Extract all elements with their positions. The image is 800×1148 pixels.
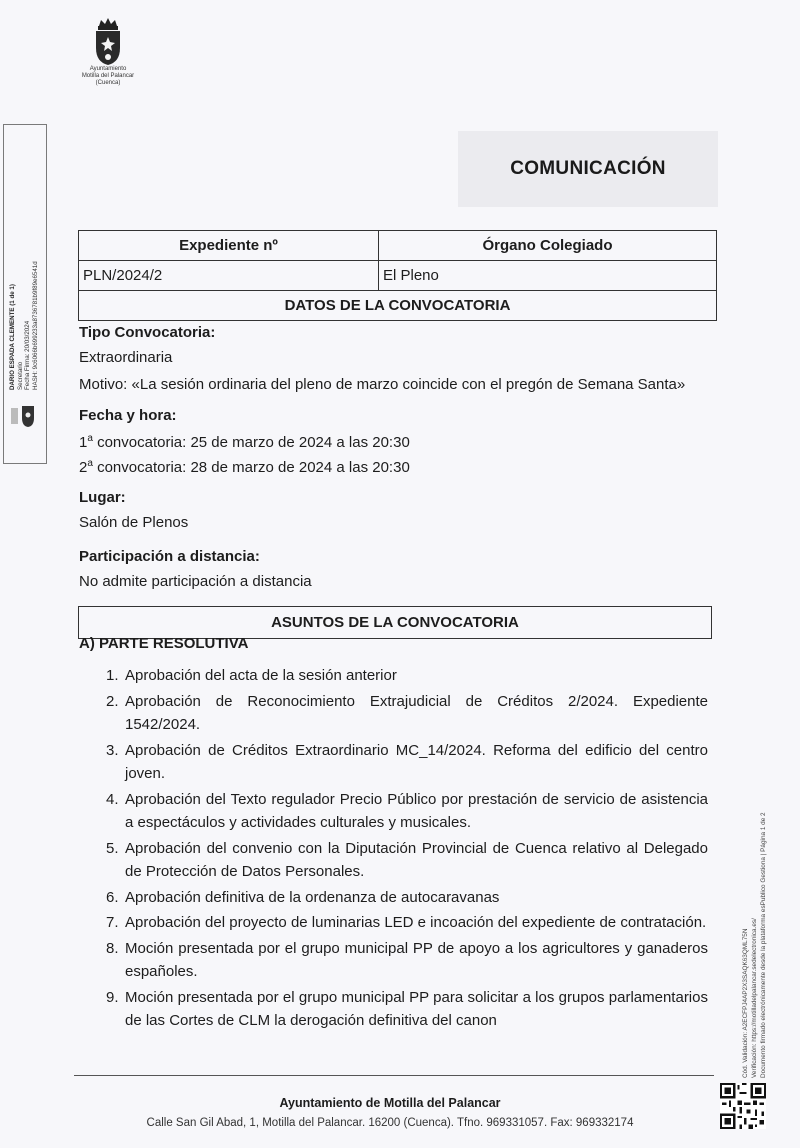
item-number: 8.: [106, 939, 119, 957]
list-item: [84, 739, 708, 786]
header-table: [78, 230, 717, 321]
list-item: [84, 837, 708, 884]
item-number: 1.: [106, 667, 119, 684]
ordinal-mark: a: [87, 458, 93, 469]
list-item: [84, 937, 708, 984]
list-item: [84, 664, 708, 688]
list-item: [84, 690, 708, 737]
datos-section-title: DATOS DE LA CONVOCATORIA: [284, 297, 511, 314]
expediente-header: Expediente nº: [79, 231, 379, 260]
ordinal-number: 2: [79, 459, 88, 476]
item-text: Aprobación del Texto regulador Precio Público por prestación de servicio de asistencia a espectáculos y actividades culturales y musicales.: [125, 790, 708, 831]
list-item: [84, 911, 708, 935]
convocatoria-1-text: convocatoria: 25 de marzo de 2024 a las 20:30: [92, 434, 410, 451]
item-number: 9.: [106, 988, 119, 1006]
signature-date: Fecha Firma: 20/03/2024: [24, 320, 32, 390]
validation-code: Cód. Validación: A2ECFPJ4AP2X3SAQK63QML75N: [742, 928, 749, 1078]
footer-address: Calle San Gil Abad, 1, Motilla del Palancar. 16200 (Cuenca). Tfno. 969331057. Fax: 969332174: [146, 1117, 634, 1129]
tipo-value: Extraordinaria: [79, 349, 173, 366]
item-number: 2.: [106, 692, 119, 710]
item-text: Aprobación del convenio con la Diputación Provincial de Cuenca relativo al Delegado de Protección de Datos Personales.: [125, 839, 708, 880]
signer-name: DARIO ESPADA CLEMENTE (1 de 1): [9, 284, 16, 390]
item-number: 3.: [106, 741, 119, 759]
lugar-value: Salón de Plenos: [79, 514, 189, 531]
fecha-label: Fecha y hora:: [79, 407, 177, 424]
coat-of-arms-icon: [91, 18, 125, 66]
organo-header: Órgano Colegiado: [482, 237, 613, 254]
item-text: Aprobación de Reconocimiento Extrajudicial de Créditos 2/2024. Expediente 1542/2024.: [125, 692, 708, 733]
parte-resolutiva-label: A) PARTE RESOLUTIVA: [79, 635, 249, 652]
validation-text: [741, 812, 768, 1078]
agenda-list: [84, 664, 708, 1035]
table-row: [79, 291, 716, 320]
organo-value: El Pleno: [383, 267, 439, 284]
participacion-label: Participación a distancia:: [79, 548, 260, 565]
signature-seal-icon: [10, 404, 36, 428]
footer-divider: [74, 1075, 714, 1076]
table-row: [79, 231, 716, 261]
item-text: Moción presentada por el grupo municipal PP para solicitar a los grupos parlamentarios de las Cortes de CLM la derogación definitiva del canon: [125, 988, 708, 1029]
validation-note: Documento firmado electrónicamente desde la plataforma esPublico Gestiona | Página 1 de 2: [760, 812, 767, 1078]
convocatoria-1: [79, 433, 410, 451]
item-text: Aprobación de Créditos Extraordinario MC_14/2024. Reforma del edificio del centro joven.: [125, 741, 708, 782]
expediente-value: PLN/2024/2: [79, 261, 379, 290]
logo-line-1: Ayuntamiento: [89, 66, 127, 72]
item-number: 4.: [106, 790, 119, 808]
item-text: Moción presentada por el grupo municipal PP de apoyo a los agricultores y ganaderos españoles.: [125, 939, 708, 980]
logo-line-3: (Cuenca): [95, 80, 121, 86]
logo-line-2: Motilla del Palancar: [81, 73, 135, 79]
item-text: Aprobación del proyecto de luminarias LED e incoación del expediente de contratación.: [125, 914, 707, 931]
municipal-logo: [78, 18, 138, 87]
convocatoria-2: [79, 458, 410, 476]
item-number: 7.: [106, 914, 119, 931]
title-box: [458, 131, 718, 207]
list-item: [84, 886, 708, 910]
item-number: 5.: [106, 839, 119, 857]
lugar-label: Lugar:: [79, 489, 126, 506]
footer-org: Ayuntamiento de Motilla del Palancar: [279, 1096, 501, 1110]
item-text: Aprobación del acta de la sesión anterior: [125, 667, 397, 684]
motivo-text: Motivo: «La sesión ordinaria del pleno de marzo coincide con el pregón de Semana Santa»: [79, 376, 686, 393]
list-item: [84, 788, 708, 835]
participacion-value: No admite participación a distancia: [79, 573, 312, 590]
signature-hash: HASH: 9c6066b699233a8736781b9f89e6541d: [31, 261, 39, 390]
ordinal-mark: a: [87, 433, 93, 444]
table-row: [79, 261, 716, 291]
page-title: COMUNICACIÓN: [510, 158, 666, 179]
qr-code-icon[interactable]: [720, 1083, 766, 1129]
convocatoria-2-text: convocatoria: 28 de marzo de 2024 a las 20:30: [92, 459, 410, 476]
item-text: Aprobación definitiva de la ordenanza de autocaravanas: [125, 888, 500, 906]
tipo-label: Tipo Convocatoria:: [79, 324, 216, 341]
list-item: [84, 986, 708, 1033]
signer-role: Secretario: [16, 361, 24, 390]
signature-text: [9, 261, 39, 390]
asuntos-title: ASUNTOS DE LA CONVOCATORIA: [271, 614, 519, 631]
validation-url[interactable]: Verificación: https://motilladelpalancar.sedelectronica.es/: [751, 918, 758, 1078]
item-number: 6.: [106, 888, 119, 906]
ordinal-number: 1: [79, 434, 88, 451]
